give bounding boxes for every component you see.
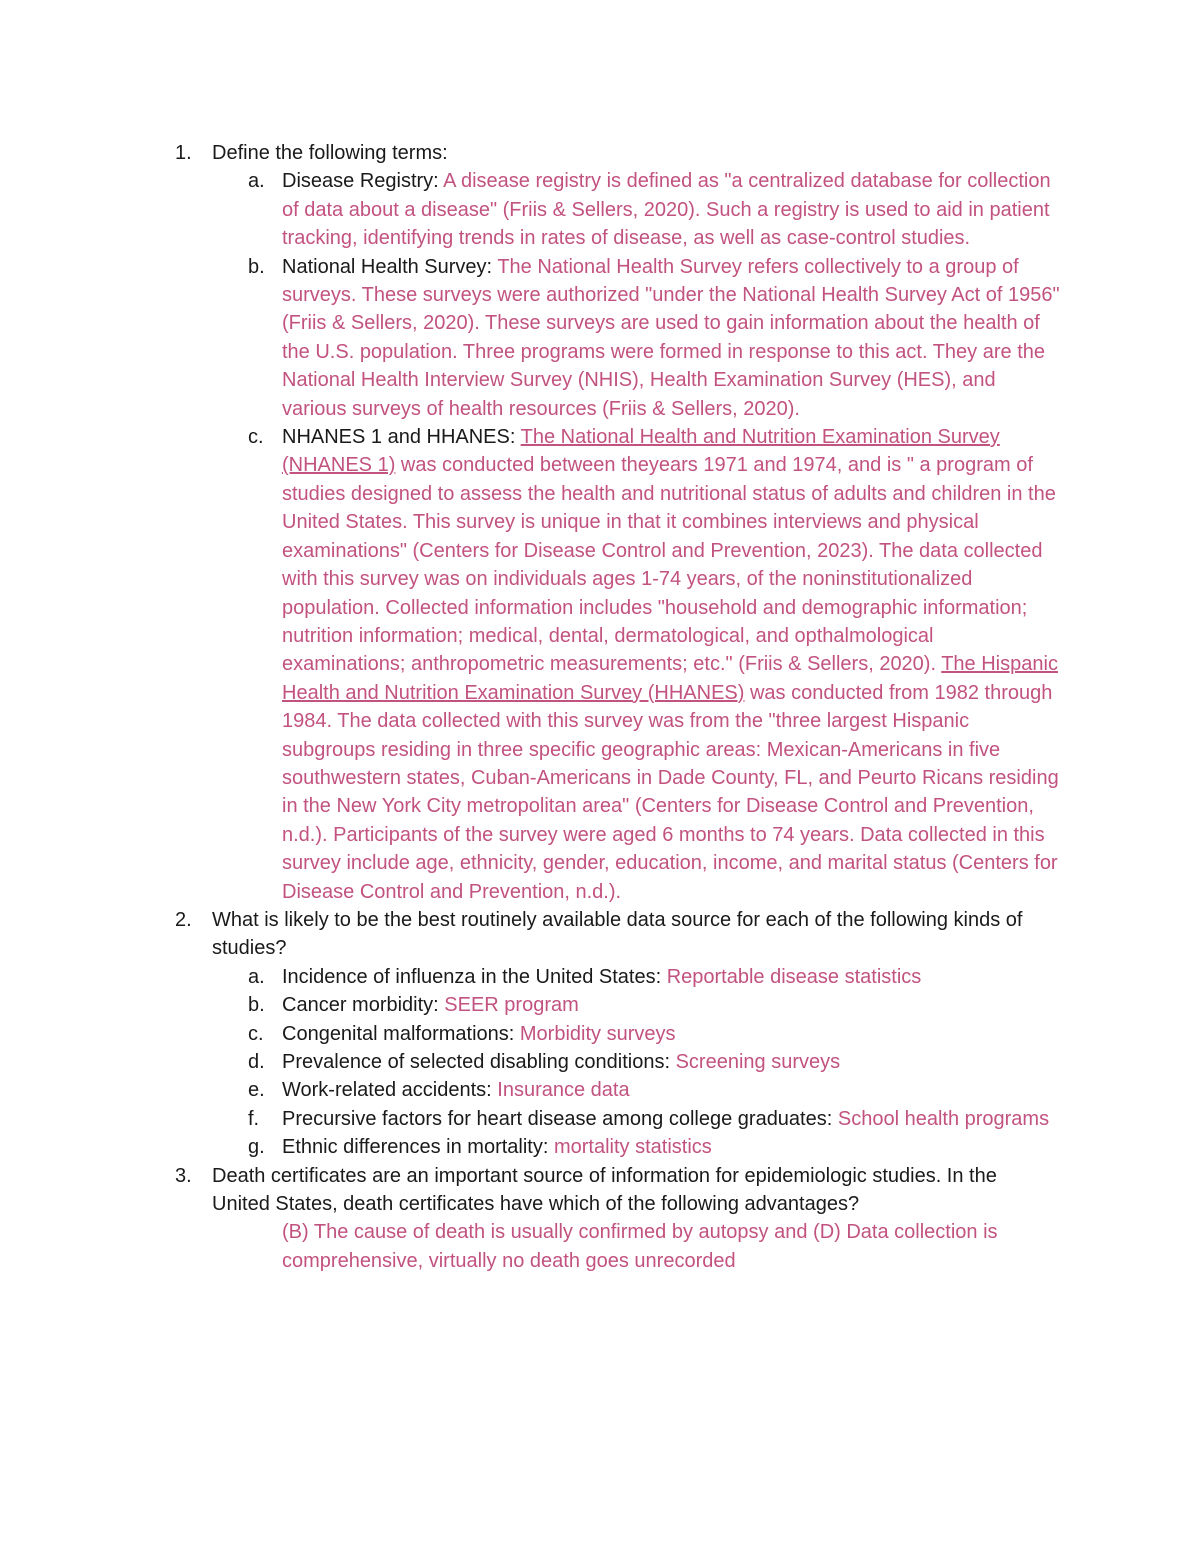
question-number: 2. bbox=[175, 908, 192, 931]
term-national-health-survey bbox=[248, 253, 1060, 423]
item-letter: a. bbox=[248, 965, 265, 988]
item-label: Ethnic differences in mortality: bbox=[282, 1136, 554, 1159]
nhanes-description: was conducted between theyears 1971 and 1974, and is " a program of studies designed to assess the health and nutritional status of adults and children in the United States. This survey is unique in that it combines interviews and physical examinations" (Centers for Disease Control and Prevention, 2023). The data collected with this survey was on individuals ages 1-74 years, of the noninstitutionalized population. Collected information includes "household and demographic information; nutrition information; medical, dental, dermatological, and opthalmological examinations; anthropometric measurements; etc." (Friis & Sellers, 2020). bbox=[282, 454, 1056, 676]
item-answer: mortality statistics bbox=[553, 1136, 712, 1159]
list-item bbox=[248, 963, 1060, 991]
item-label: Cancer morbidity: bbox=[282, 994, 445, 1017]
item-label: Prevalence of selected disabling conditions: bbox=[282, 1051, 676, 1073]
list-item bbox=[248, 1076, 1060, 1104]
item-letter: c. bbox=[248, 426, 264, 449]
item-letter: g. bbox=[248, 1136, 265, 1159]
list-item bbox=[248, 1048, 1060, 1076]
list-item bbox=[248, 1105, 1060, 1133]
question-prompt: Death certificates are an important source of information for epidemiologic studies. In the United States, death certificates have which of the following advantages? bbox=[212, 1164, 997, 1216]
term-disease-registry bbox=[248, 167, 1060, 252]
term-label: NHANES 1 and HHANES: bbox=[282, 426, 521, 449]
data-source-list bbox=[212, 963, 1060, 1162]
question-number: 1. bbox=[175, 142, 192, 164]
question-3 bbox=[0, 1162, 1060, 1276]
term-nhanes-hhanes bbox=[248, 423, 1060, 906]
question-answer: (B) The cause of death is usually confirmed by autopsy and (D) Data collection is comprehensive, virtually no death goes unrecorded bbox=[282, 1221, 998, 1272]
term-label: National Health Survey: bbox=[282, 255, 498, 278]
question-number: 3. bbox=[175, 1164, 192, 1187]
list-item bbox=[248, 1020, 1060, 1048]
list-item bbox=[248, 991, 1060, 1019]
question-prompt: Define the following terms: bbox=[212, 142, 448, 164]
hhanes-description: was conducted from 1982 through 1984. The data collected with this survey was from the "three largest Hispanic subgroups residing in three specific geographic areas: Mexican-Americans in five southwestern states, Cuban-Americans in Dade County, FL, and Peurto Ricans residing in the New York City metropolitan area" (Centers for Disease Control and Prevention, n.d.). Participants of the survey were aged 6 months to 74 years. Data collected in this survey include age, ethnicity, gender, education, income, and marital status (Centers for Disease Control and Prevention, n.d.). bbox=[282, 681, 1059, 903]
item-letter: a. bbox=[248, 170, 265, 193]
item-answer: Insurance data bbox=[497, 1079, 630, 1102]
list-item bbox=[248, 1133, 1060, 1161]
item-answer: Screening surveys bbox=[675, 1051, 841, 1073]
item-answer: School health programs bbox=[837, 1107, 1050, 1130]
term-answer: The National Health Survey refers collectively to a group of surveys. These surveys were authorized "under the National Health Survey Act of 1956" (Friis & Sellers, 2020). These surveys are used to gain information about the health of the U.S. population. Three programs were formed in response to this act. They are the National Health Interview Survey (NHIS), Health Examination Survey (HES), and various surveys of health resources (Friis & Sellers, 2020). bbox=[282, 255, 1060, 420]
term-list bbox=[212, 167, 1060, 906]
question-list bbox=[0, 139, 1060, 1275]
item-letter: b. bbox=[248, 255, 265, 278]
nhanes-link[interactable]: The National Health and Nutrition Examination Survey (NHANES 1) bbox=[282, 426, 1000, 477]
item-letter: b. bbox=[248, 994, 265, 1017]
question-prompt: What is likely to be the best routinely available data source for each of the following kinds of studies? bbox=[212, 908, 1023, 960]
item-answer: SEER program bbox=[444, 994, 579, 1017]
question-1 bbox=[0, 139, 1060, 906]
item-label: Work-related accidents: bbox=[282, 1079, 498, 1102]
item-letter: c. bbox=[248, 1022, 264, 1045]
item-answer: Reportable disease statistics bbox=[666, 965, 922, 988]
item-label: Precursive factors for heart disease among college graduates: bbox=[282, 1107, 838, 1130]
question-2 bbox=[0, 906, 1060, 1162]
item-label: Congenital malformations: bbox=[282, 1022, 520, 1045]
item-label: Incidence of influenza in the United States: bbox=[282, 965, 667, 988]
term-answer: A disease registry is defined as "a centralized database for collection of data about a disease" (Friis & Sellers, 2020). Such a registry is used to aid in patient tracking, identifying trends in rates of disease, as well as case-control studies. bbox=[282, 170, 1051, 250]
item-letter: d. bbox=[248, 1051, 265, 1073]
term-label: Disease Registry: bbox=[282, 170, 444, 193]
hhanes-link[interactable]: The Hispanic Health and Nutrition Examination Survey (HHANES) bbox=[282, 653, 1058, 704]
item-letter: f. bbox=[248, 1107, 260, 1130]
item-answer: Morbidity surveys bbox=[519, 1022, 676, 1045]
item-letter: e. bbox=[248, 1079, 265, 1102]
